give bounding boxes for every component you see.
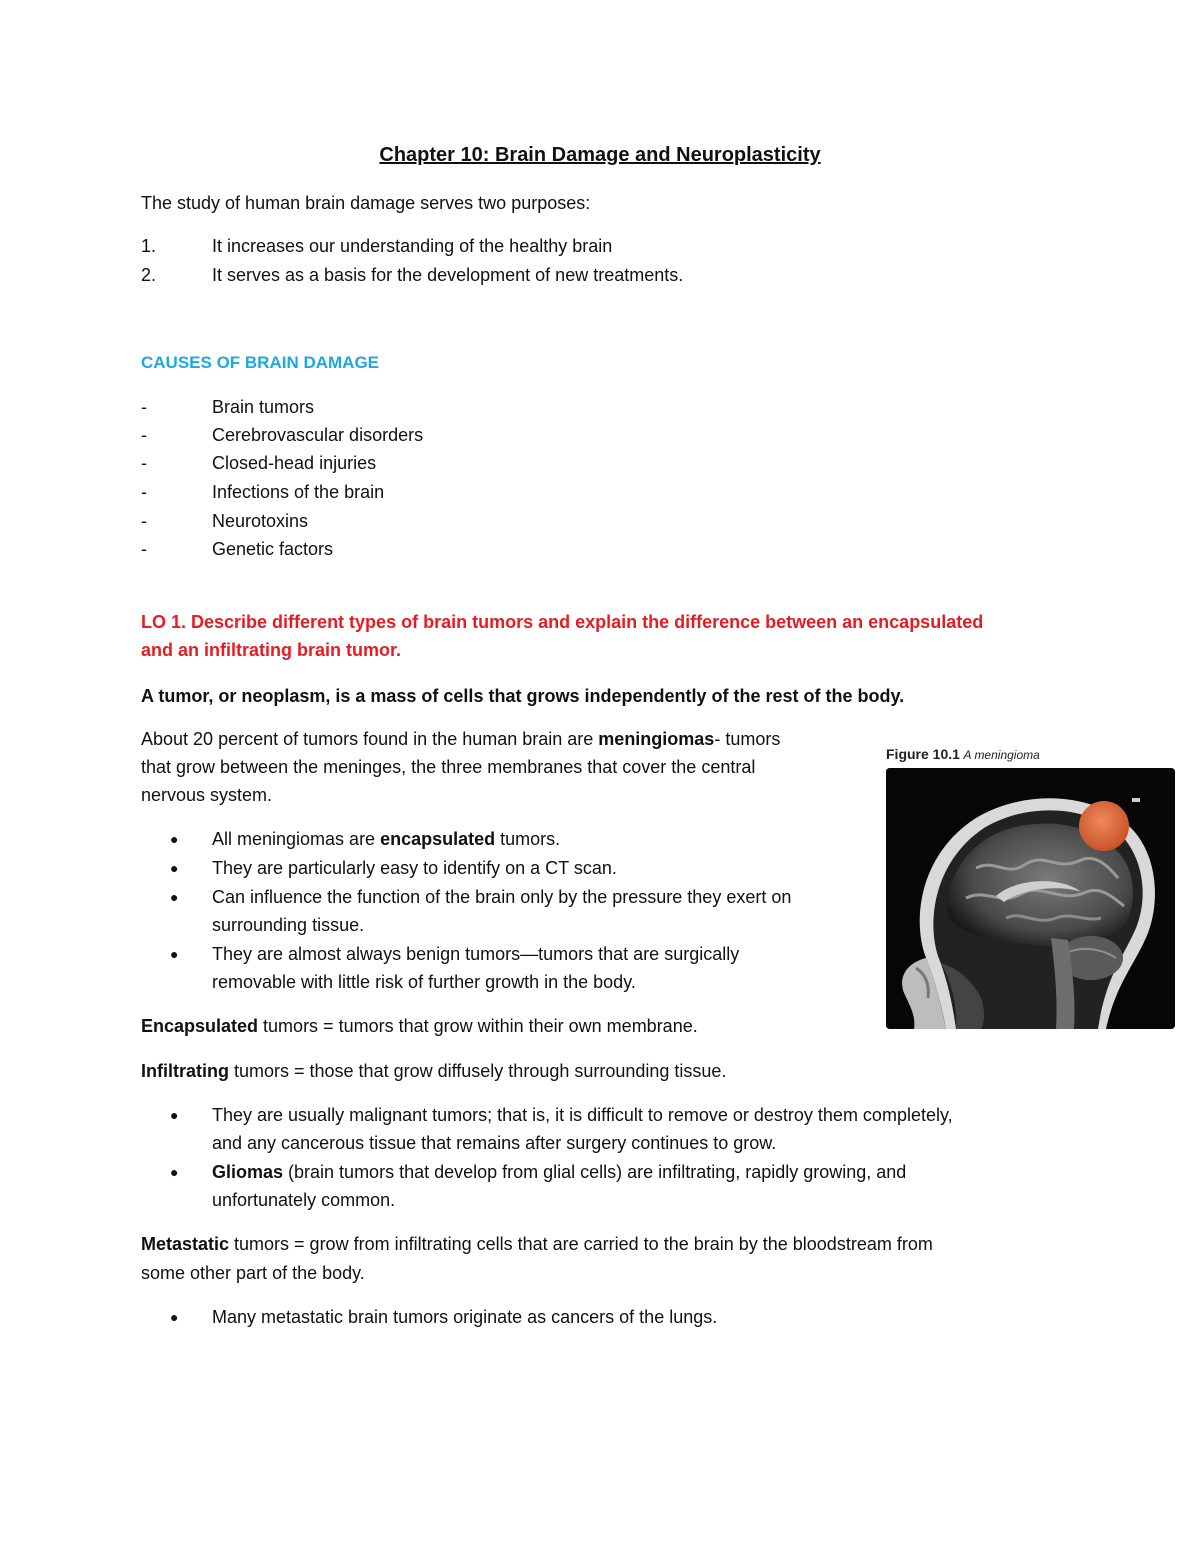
mri-meningioma-figure [886,768,1175,1029]
meningioma-paragraph-line2: that grow between the meninges, the three membranes that cover the central [141,757,756,777]
text: - tumors [714,729,781,749]
meningioma-bullet-cont: surrounding tissue. [212,915,365,935]
term: Infiltrating [141,1061,229,1081]
purpose-number: 1. [141,236,157,256]
infiltrating-bullet-cont: unfortunately common. [212,1190,396,1210]
list-dash: - [141,397,147,417]
meningioma-bullet [212,829,560,850]
text: tumors. [495,829,561,849]
list-dash: - [141,453,147,473]
mri-brain-image [886,768,1175,1029]
infiltrating-definition [141,1061,726,1082]
text: (brain tumors that develop from glial cells) are infiltrating, rapidly growing, and [283,1162,907,1182]
cause-item: Neurotoxins [212,511,309,531]
bullet: ● [170,1309,179,1325]
term: Encapsulated [141,1016,259,1036]
intro-text: The study of human brain damage serves two purposes: [141,193,591,213]
causes-heading: CAUSES OF BRAIN DAMAGE [141,353,380,372]
term-encapsulated: encapsulated [380,829,496,849]
text: tumors = those that grow diffusely through surrounding tissue. [229,1061,727,1081]
meningioma-paragraph-line1 [141,729,780,750]
text: All meningiomas are [212,829,381,849]
cause-item: Genetic factors [212,539,334,559]
meningioma-bullet-cont: removable with little risk of further growth in the body. [212,972,636,992]
meningioma-bullet: They are almost always benign tumors—tumors that are surgically [212,944,740,964]
list-dash: - [141,511,147,531]
text: About 20 percent of tumors found in the human brain are [141,729,599,749]
bullet: ● [170,1107,179,1123]
bullet: ● [170,889,179,905]
cause-item: Cerebrovascular disorders [212,425,424,445]
figure-title: A meningioma [963,748,1040,762]
list-dash: - [141,482,147,502]
infiltrating-bullet-cont: and any cancerous tissue that remains after surgery continues to grow. [212,1133,777,1153]
learning-objective-line2: and an infiltrating brain tumor. [141,640,402,660]
text: tumors = grow from infiltrating cells that are carried to the brain by the bloodstream from [229,1234,933,1254]
list-dash: - [141,425,147,445]
term-gliomas: Gliomas [212,1162,284,1182]
figure-number: Figure 10.1 [886,746,960,762]
list-dash: - [141,539,147,559]
metastatic-definition-line2: some other part of the body. [141,1263,365,1283]
purpose-item: It increases our understanding of the healthy brain [212,236,613,256]
meningioma-bullet: They are particularly easy to identify on a CT scan. [212,858,617,878]
metastatic-definition-line1 [141,1234,933,1255]
bullet: ● [170,831,179,847]
text: tumors = tumors that grow within their own membrane. [258,1016,698,1036]
term: Metastatic [141,1234,230,1254]
encapsulated-definition [141,1016,698,1037]
cause-item: Infections of the brain [212,482,385,502]
cause-item: Brain tumors [212,397,315,417]
bullet: ● [170,1164,179,1180]
meningioma-bullet: Can influence the function of the brain only by the pressure they exert on [212,887,792,907]
term-meningiomas: meningiomas [598,729,715,749]
bullet: ● [170,860,179,876]
infiltrating-bullet: They are usually malignant tumors; that is, it is difficult to remove or destroy them completely, [212,1105,953,1125]
chapter-title: Chapter 10: Brain Damage and Neuroplasticity [379,144,821,166]
infiltrating-bullet [212,1162,906,1183]
purpose-item: It serves as a basis for the development of new treatments. [212,265,684,285]
cause-item: Closed-head injuries [212,453,377,473]
learning-objective-line1: LO 1. Describe different types of brain tumors and explain the difference between an encapsulated [141,612,984,632]
tumor-definition: A tumor, or neoplasm, is a mass of cells that grows independently of the rest of the body. [141,686,905,706]
purpose-number: 2. [141,265,157,285]
meningioma-paragraph-line3: nervous system. [141,785,273,805]
tumor-marker [1079,801,1129,851]
bullet: ● [170,946,179,962]
figure-caption [886,746,1040,762]
metastatic-bullet: Many metastatic brain tumors originate as cancers of the lungs. [212,1307,718,1327]
